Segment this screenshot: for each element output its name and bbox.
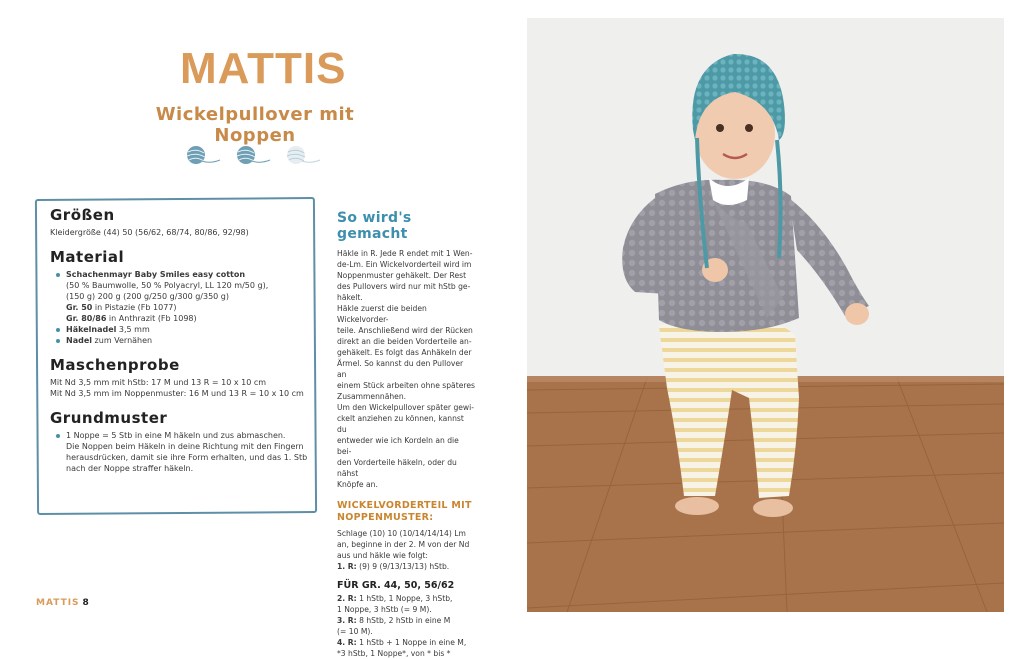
footer-label: MATTIS: [36, 598, 80, 608]
row-text: 1 Noppe, 3 hStb (= 9 M).: [337, 605, 432, 614]
material-heading: Material: [50, 248, 125, 266]
text-line: direkt an die beiden Vorderteile an-: [337, 337, 472, 346]
text-line: an, beginne in der 2. M von der Nd: [337, 540, 470, 549]
pattern-line: 1 Noppe = 5 Stb in eine M häkeln und zus abmaschen.: [66, 431, 286, 440]
text-line: aus und häkle wie folgt:: [337, 551, 428, 560]
pattern-heading: Grundmuster: [50, 409, 168, 427]
yarn-name: Schachenmayr Baby Smiles easy cotton: [66, 270, 246, 279]
row-text: *3 hStb, 1 Noppe*, von * bis *: [337, 649, 451, 658]
list-item: [54, 335, 312, 346]
right-hand: [845, 303, 869, 325]
list-item: [54, 324, 312, 335]
pattern-line: herausdrücken, damit sie ihre Form erhalten, und das 1. Stb: [66, 453, 308, 462]
materials-box: [50, 206, 312, 484]
page-title: MATTIS: [180, 44, 347, 93]
color-text: in Pistazie (Fb 1077): [92, 303, 177, 312]
hook-size: 3,5 mm: [116, 325, 150, 334]
text-line: gehäkelt. Es folgt das Anhäkeln der: [337, 348, 472, 357]
text-line: des Pullovers wird nur mit hStb ge-: [337, 282, 471, 291]
pattern-list: [50, 430, 312, 474]
text-line: Häkle in R. Jede R endet mit 1 Wen-: [337, 249, 473, 258]
front-panel-text: [337, 528, 475, 572]
text-line: teile. Anschließend wird der Rücken: [337, 326, 473, 335]
text-line: Noppenmuster gehäkelt. Der Rest: [337, 271, 467, 280]
difficulty-rating: [182, 144, 322, 166]
yarn-ball-icon: [232, 144, 272, 166]
list-item: [54, 269, 312, 324]
text-line: entweder wie ich Kordeln an die bei-: [337, 436, 459, 456]
row-text: 8 hStb, 2 hStb in eine M: [356, 616, 451, 625]
size-label: Gr. 50: [66, 303, 93, 312]
sizes-subheading: FÜR GR. 44, 50, 56/62: [337, 580, 455, 591]
row-label: 1. R:: [337, 562, 357, 571]
page-footer: [36, 598, 90, 608]
front-panel-heading: [337, 500, 475, 524]
right-foot: [753, 499, 793, 517]
instructions-paragraph: [337, 248, 475, 490]
pattern-line: nach der Noppe straffer häkeln.: [66, 464, 194, 473]
material-section: [50, 248, 312, 346]
yarn-quantity: (150 g) 200 g (200 g/250 g/300 g/350 g): [66, 292, 229, 301]
gauge-heading: Maschenprobe: [50, 356, 180, 374]
size-label: Gr. 80/86: [66, 314, 107, 323]
text-line: Um den Wickelpullover später gewi-: [337, 403, 474, 412]
row-label: 4. R:: [337, 638, 357, 647]
sizes-section: [50, 206, 312, 238]
instructions-heading: So wird's gemacht: [337, 210, 412, 242]
row-label: 3. R:: [337, 616, 357, 625]
yarn-ball-icon: [182, 144, 222, 166]
heading-line: WICKELVORDERTEIL MIT: [337, 500, 472, 511]
row-text: 1 hStb, 1 Noppe, 3 hStb,: [356, 594, 453, 603]
sizes-heading: Größen: [50, 206, 115, 224]
row-text: (= 10 M).: [337, 627, 373, 636]
pattern-section: [50, 409, 312, 474]
text-line: einem Stück arbeiten ohne späteres: [337, 381, 475, 390]
list-item: [54, 430, 312, 474]
left-foot: [675, 497, 719, 515]
gauge-section: [50, 356, 312, 399]
needle-text: zum Vernähen: [92, 336, 153, 345]
text-line: Ärmel. So kannst du den Pullover an: [337, 359, 464, 379]
sizes-text: Kleidergröße (44) 50 (56/62, 68/74, 80/86, 92/98): [50, 228, 249, 237]
heading-line: NOPPENMUSTER:: [337, 512, 434, 523]
page-subtitle: Wickelpullover mit Noppen: [155, 104, 355, 146]
gauge-line: Mit Nd 3,5 mm im Noppenmuster: 16 M und 13 R = 10 x 10 cm: [50, 389, 304, 398]
yarn-ball-outline-icon: [282, 144, 322, 166]
text-line: de-Lm. Ein Wickelvorderteil wird im: [337, 260, 472, 269]
text-line: ckelt anziehen zu können, kannst du: [337, 414, 464, 434]
baby-photo: [527, 18, 1004, 612]
color-text: in Anthrazit (Fb 1098): [106, 314, 197, 323]
row-text: (9) 9 (9/13/13/13) hStb.: [356, 562, 450, 571]
rows-text: [337, 593, 475, 659]
row-label: 2. R:: [337, 594, 357, 603]
gauge-line: Mit Nd 3,5 mm mit hStb: 17 M und 13 R = 10 x 10 cm: [50, 378, 267, 387]
page-number: 8: [82, 598, 90, 608]
yarn-composition: (50 % Baumwolle, 50 % Polyacryl, LL 120 m/50 g),: [66, 281, 269, 290]
photo-illustration: [527, 18, 1004, 612]
row-text: 1 hStb + 1 Noppe in eine M,: [356, 638, 467, 647]
text-line: Schlage (10) 10 (10/14/14/14) Lm: [337, 529, 466, 538]
text-line: häkelt.: [337, 293, 363, 302]
pattern-line: Die Noppen beim Häkeln in deine Richtung mit den Fingern: [66, 442, 304, 451]
material-list: [50, 269, 312, 346]
text-line: Knöpfe an.: [337, 480, 378, 489]
text-line: den Vorderteile häkeln, oder du nähst: [337, 458, 457, 478]
text-line: Zusammennähen.: [337, 392, 407, 401]
text-line: Häkle zuerst die beiden Wickelvorder-: [337, 304, 427, 324]
needle-label: Nadel: [66, 336, 92, 345]
hook-label: Häkelnadel: [66, 325, 117, 334]
instructions-column: [337, 210, 475, 659]
